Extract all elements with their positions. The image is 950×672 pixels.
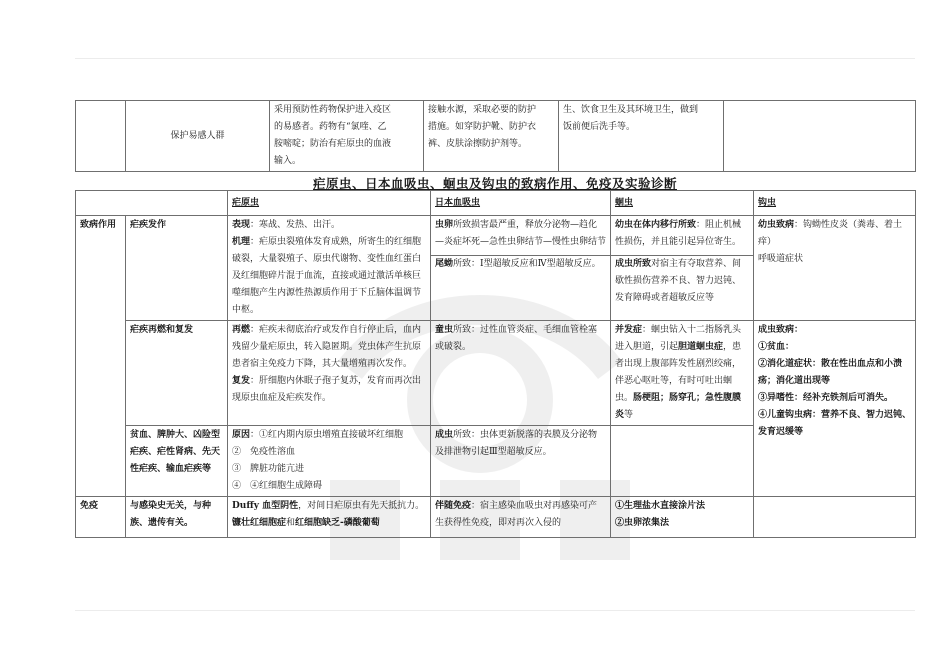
row-label: 贫血、脾肿大、凶险型疟疾、疟性肾病、先天性疟疾、输血疟疾等 <box>126 426 228 497</box>
table-cell: 成虫所致：虫体更新脱落的表膜及分泌物及排泄物引起Ⅲ型超敏反应。 <box>431 426 611 497</box>
table-cell: 伴随免疫：宿主感染血吸虫对再感染可产生获得性免疫，即对再次入侵的 <box>431 497 611 538</box>
table-cell <box>424 101 559 172</box>
table-row <box>76 101 916 172</box>
table-cell: Duffy 血型阴性，对间日疟原虫有先天抵抗力。镰壮红细胞症和红细胞缺乏-磷酸葡萄 <box>228 497 431 538</box>
table-cell: 童虫所致：过性血管炎症、毛细血管栓塞或破裂。 <box>431 321 611 426</box>
page-title: 疟原虫、日本血吸虫、蛔虫及钩虫的致病作用、免疫及实验诊断 <box>312 176 677 191</box>
table-row <box>76 216 916 321</box>
table-cell: 再燃：疟疾未彻底治疗或发作自行停止后，血内残留少量疟原虫，转入隐匿期。党虫体产生抗原患者宿主免疫力下降，其大量增殖再次发作。 复发：肝细胞内休眠子孢子复苏，发育而再次出现原虫血症及疟疾发作。 <box>228 321 431 426</box>
row-label: 疟疾再燃和复发 <box>126 321 228 426</box>
cell-line: 饭前便后洗手等。 <box>563 122 636 132</box>
table-cell <box>724 101 916 172</box>
table-cell: ①生理盐水直接涂片法 ②虫卵浓集法 <box>611 497 754 538</box>
cell-line: 的易感者。药物有“氯喹、乙 <box>274 122 387 132</box>
table-cell <box>270 101 424 172</box>
table-row <box>76 497 916 538</box>
cell-line: 裤、皮肤涂擦防护剂等。 <box>428 139 528 149</box>
table-cell <box>76 101 126 172</box>
table-cell <box>559 101 724 172</box>
table-cell: 并发症：蛔虫钻入十二指肠乳头进入胆道，引起胆道蛔虫症，患者出现上腹部阵发性剧烈绞痛，伴恶心呕吐等，有时可吐出蛔虫。肠梗阻；肠穿孔；急性腹膜炎等 <box>611 321 754 426</box>
cell-line: 胺嘧啶；防治有疟原虫的血液 <box>274 139 392 149</box>
row-label: 与感染史无关，与种族、遗传有关。 <box>126 497 228 538</box>
table-cell <box>611 426 754 497</box>
row-label: 保护易感人群 <box>126 101 270 172</box>
header-rule <box>75 58 915 59</box>
header-schisto: 日本血吸虫 <box>431 191 611 216</box>
cell-line: 措施。如穿防护靴、防护衣 <box>428 122 537 132</box>
table-cell: 表现：寒战、发热、出汗。 机理：疟原虫裂殖体发育成熟，所寄生的红细胞破裂，大量裂殖子、原虫代谢物、变性血红蛋白及红细胞碎片混于血流，直接或通过激活单核巨噬细胞产生内源性热源质作用于下丘脑体温调节中枢。 <box>228 216 431 321</box>
table-cell: 原因：①红内期内原虫增殖直接破坏红细胞 ② 免疫性溶血 ③ 脾脏功能亢进 ④ ④红细胞生成障碍 <box>228 426 431 497</box>
header-ascaris: 蛔虫 <box>611 191 754 216</box>
cell-line: 接触水源，采取必要的防护 <box>428 105 537 115</box>
table-cell: 虫卵所致损害最严重，释放分泌物—趋化—炎症坏死—急性虫卵结节—慢性虫卵结节 尾蚴所致：Ⅰ型超敏反应和Ⅳ型超敏反应。 <box>431 216 611 321</box>
section-pathogenic: 致病作用 <box>76 216 126 497</box>
previous-table <box>75 100 916 172</box>
table-row <box>76 321 916 426</box>
section-immunity: 免疫 <box>76 497 126 538</box>
row-label: 疟疾发作 <box>126 216 228 321</box>
table-header-row <box>76 191 916 216</box>
cell-line: 采用预防性药物保护进入疫区 <box>274 105 392 115</box>
table-cell: 成虫致病： ①贫血： ②消化道症状：散在性出血点和小溃疡；消化道出现等 ③异嗜性：经补充铁剂后可消失。 ④儿童钩虫病：营养不良、智力迟钝、发育迟缓等 <box>754 321 916 497</box>
header-malaria: 疟原虫 <box>228 191 431 216</box>
table-cell: 幼虫致病：钩蚴性皮炎（粪毒、着土痒） 呼吸道症状 <box>754 216 916 321</box>
cell-line: 输入。 <box>274 156 302 166</box>
header-empty <box>76 191 228 216</box>
table-cell <box>754 497 916 538</box>
header-hookworm: 钩虫 <box>754 191 916 216</box>
footer-rule <box>75 610 915 611</box>
table-cell: 幼虫在体内移行所致：阻止机械性损伤，并且能引起异位寄生。 成虫所致对宿主有夺取营养、间歇性损伤营养不良、智力迟钝、发育障碍或者超敏反应等 <box>611 216 754 321</box>
cell-line: 生、饮食卫生及其环境卫生，做到 <box>563 105 699 115</box>
parasite-table <box>75 190 916 538</box>
